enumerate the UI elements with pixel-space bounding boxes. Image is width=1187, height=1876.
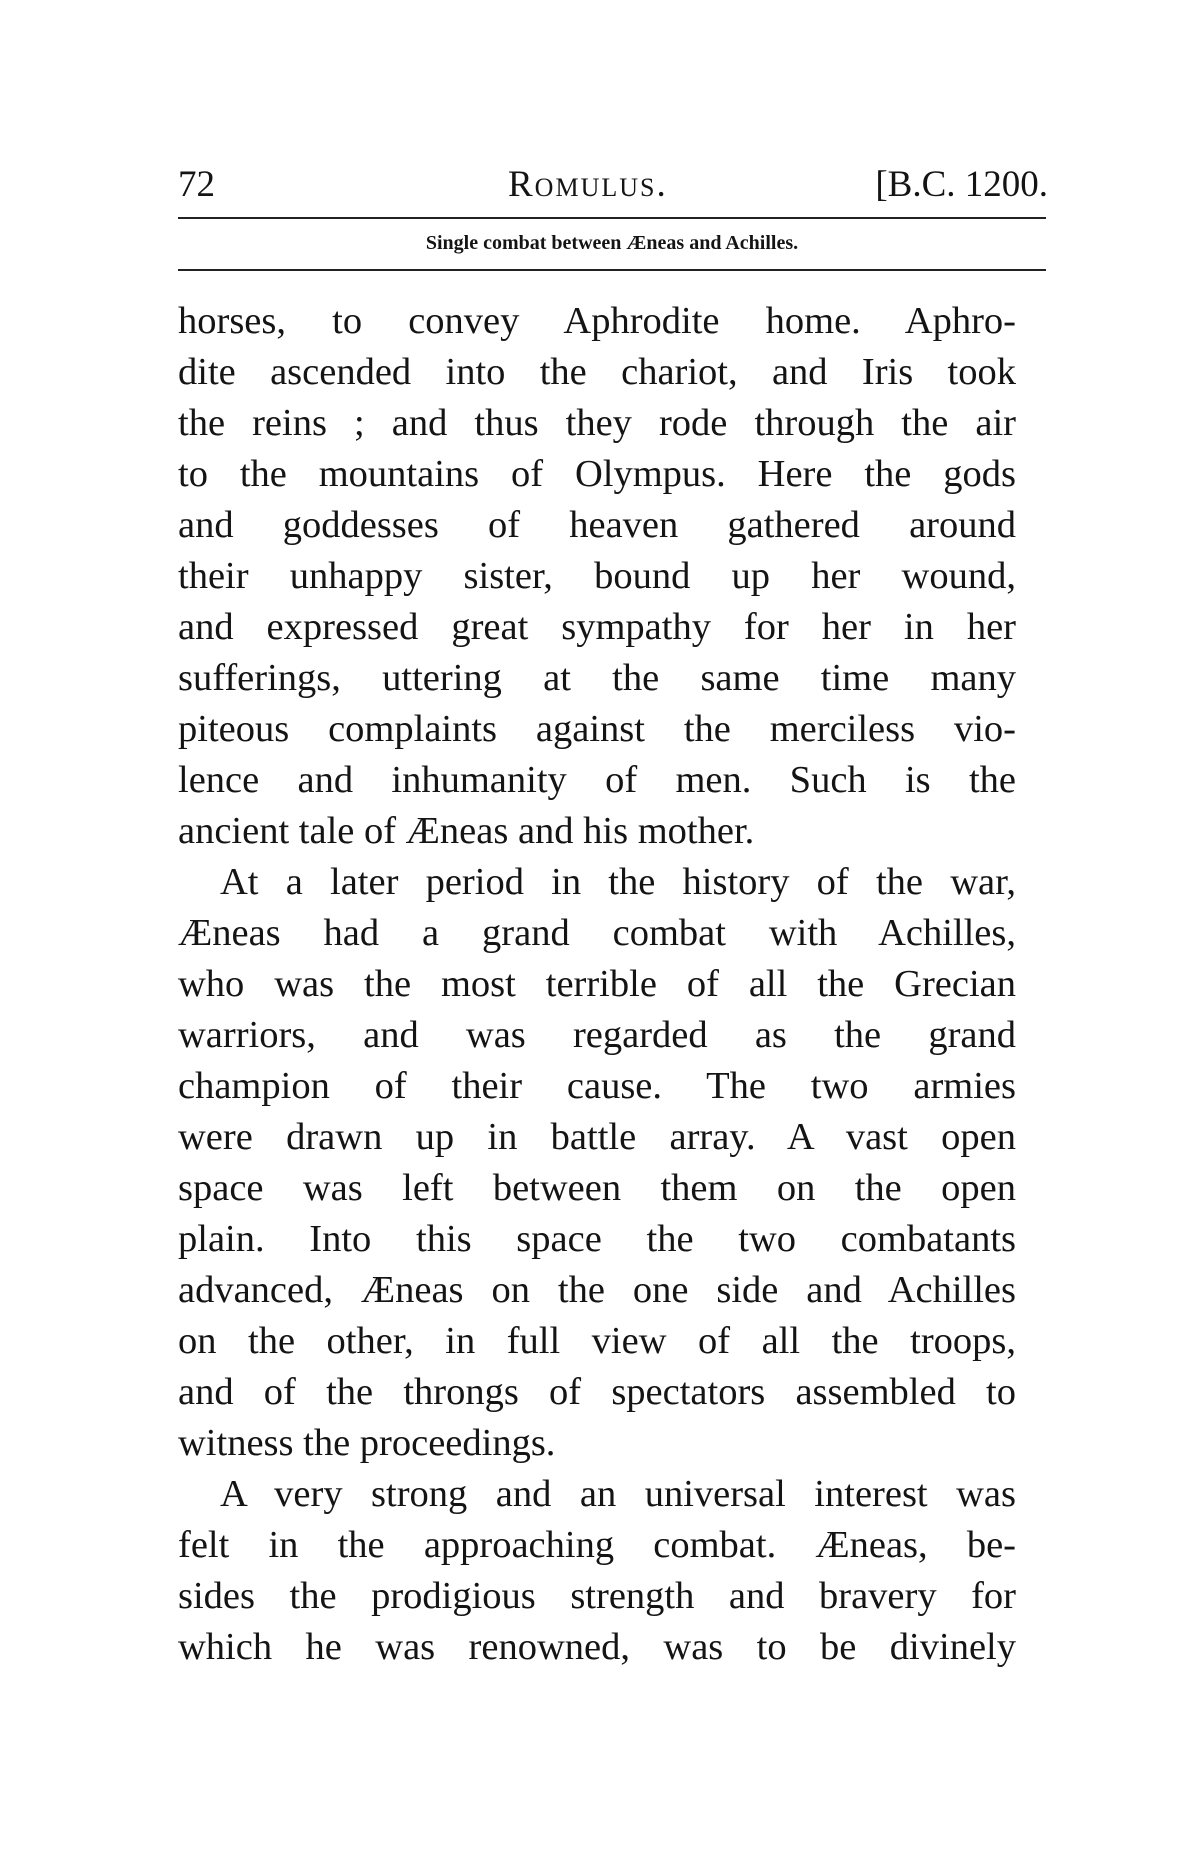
text-line: were drawn up in battle array. A vast open (178, 1116, 1016, 1158)
text-line: lence and inhumanity of men. Such is the (178, 759, 1016, 801)
text-line: their unhappy sister, bound up her wound, (178, 555, 1016, 597)
header-rule-top (178, 217, 1046, 219)
text-line: At a later period in the history of the war, (220, 861, 1016, 903)
text-line: the reins ; and thus they rode through the air (178, 402, 1016, 444)
page-number: 72 (178, 164, 215, 205)
header-rule-bottom (178, 269, 1046, 271)
text-line: advanced, Æneas on the one side and Achilles (178, 1269, 1016, 1311)
text-line: sides the prodigious strength and bravery for (178, 1575, 1016, 1617)
text-line: plain. Into this space the two combatants (178, 1218, 1016, 1260)
text-line: champion of their cause. The two armies (178, 1065, 1016, 1107)
running-head (178, 160, 1058, 210)
text-line: and expressed great sympathy for her in her (178, 606, 1016, 648)
text-line: and of the throngs of spectators assembled to (178, 1371, 1016, 1413)
text-line: felt in the approaching combat. Æneas, be- (178, 1524, 1016, 1566)
text-line: which he was renowned, was to be divinely (178, 1626, 1016, 1668)
body-text (178, 296, 1016, 1673)
text-line: sufferings, uttering at the same time many (178, 657, 1016, 699)
text-line: dite ascended into the chariot, and Iris took (178, 351, 1016, 393)
section-subheading: Single combat between Æneas and Achilles. (425, 232, 799, 254)
text-line: and goddesses of heaven gathered around (178, 504, 1016, 546)
text-line: Æneas had a grand combat with Achilles, (178, 912, 1016, 954)
text-line: ancient tale of Æneas and his mother. (178, 810, 755, 852)
text-line: space was left between them on the open (178, 1167, 1016, 1209)
date-mark: [B.C. 1200. (875, 164, 1048, 205)
text-line: A very strong and an universal interest was (220, 1473, 1016, 1515)
text-line: piteous complaints against the merciless vio- (178, 708, 1016, 750)
text-line: to the mountains of Olympus. Here the gods (178, 453, 1016, 495)
book-title: Romulus. (508, 164, 668, 205)
text-line: witness the proceedings. (178, 1422, 556, 1464)
text-line: who was the most terrible of all the Grecian (178, 963, 1016, 1005)
text-line: on the other, in full view of all the troops, (178, 1320, 1016, 1362)
text-line: horses, to convey Aphrodite home. Aphro- (178, 300, 1016, 342)
text-line: warriors, and was regarded as the grand (178, 1014, 1016, 1056)
